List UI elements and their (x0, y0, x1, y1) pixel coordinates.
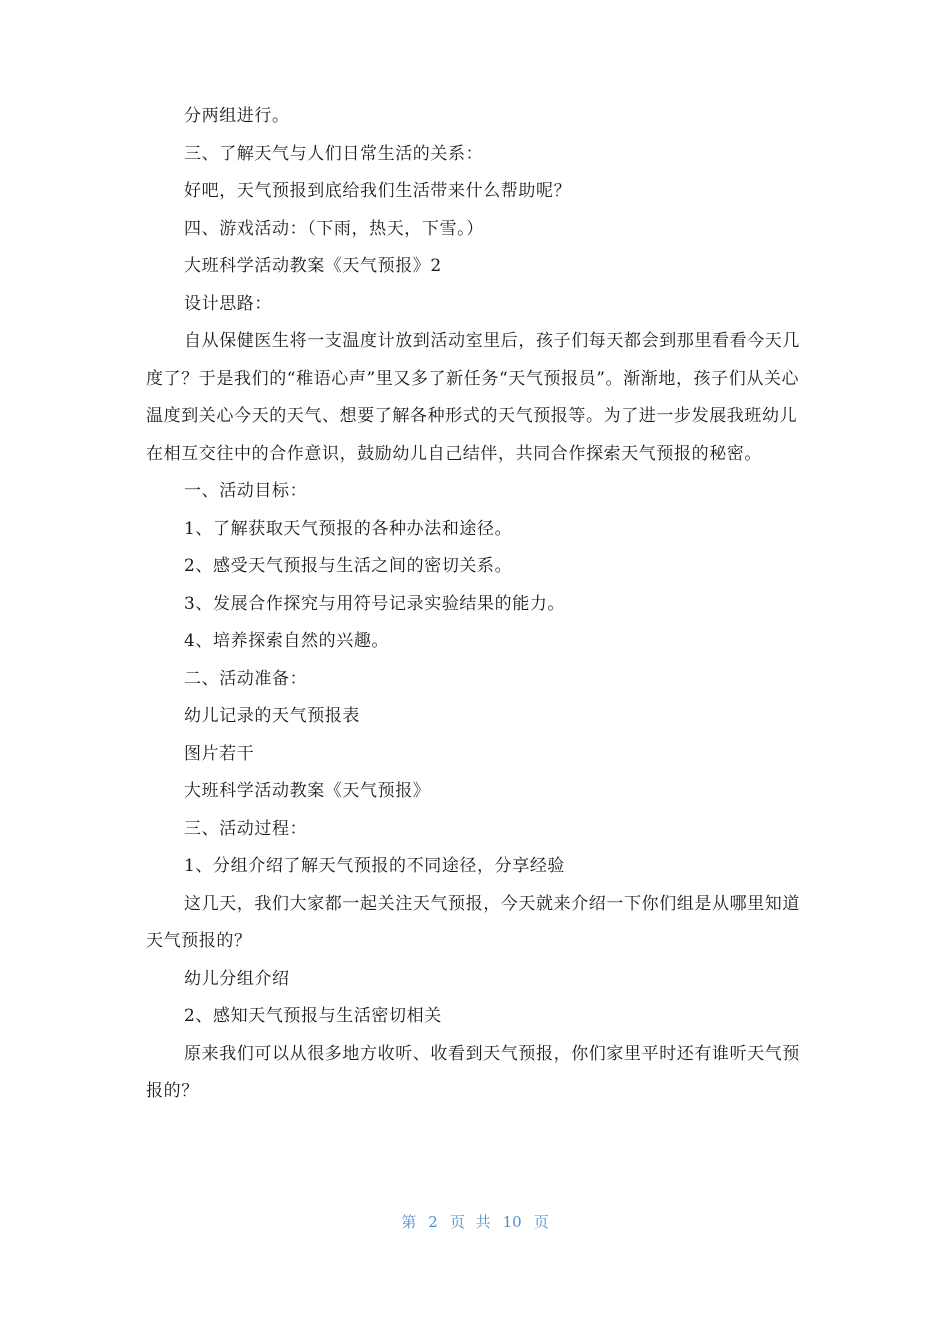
section-heading: 设计思路： (184, 293, 272, 314)
list-item: 4、培养探索自然的兴趣。 (184, 631, 390, 651)
footer-middle: 页 共 (449, 1213, 491, 1231)
paragraph: 幼儿分组介绍 (184, 968, 290, 989)
page-footer (0, 1211, 950, 1232)
page-total: 10 (502, 1213, 522, 1231)
section-heading: 三、了解天气与人们日常生活的关系： (184, 143, 484, 164)
paragraph: 自从保健医生将一支温度计放到活动室里后，孩子们每天都会到那里看看今天几度了？于是我们的“稚语心声”里又多了新任务“天气预报员”。渐渐地，孩子们从关心温度到关心今天的天气、想要了解各种形式的天气预报等。为了进一步发展我班幼儿在相互交往中的合作意识，鼓励幼儿自己结伴，共同合作探索天气预报的秘密。 (146, 331, 800, 464)
paragraph: 这几天，我们大家都一起关注天气预报，今天就来介绍一下你们组是从哪里知道天气预报的？ (146, 893, 800, 951)
paragraph: 图片若干 (184, 743, 255, 764)
paragraph: 大班科学活动教案《天气预报》 (184, 781, 431, 801)
page-number: 2 (428, 1213, 438, 1231)
footer-prefix: 第 (401, 1213, 417, 1231)
section-heading: 四、游戏活动：（下雨，热天，下雪。） (184, 218, 484, 239)
paragraph: 原来我们可以从很多地方收听、收看到天气预报，你们家里平时还有谁听天气预报的？ (146, 1043, 800, 1101)
paragraph: 好吧，天气预报到底给我们生活带来什么帮助呢？ (184, 181, 572, 201)
section-heading: 二、活动准备： (184, 668, 308, 689)
list-item: 1、了解获取天气预报的各种办法和途径。 (184, 518, 513, 539)
list-item: 1、分组介绍了解天气预报的不同途径，分享经验 (184, 856, 566, 876)
document-title: 大班科学活动教案《天气预报》2 (184, 256, 442, 276)
list-item: 2、感知天气预报与生活密切相关 (184, 1006, 442, 1026)
paragraph: 分两组进行。 (184, 106, 290, 126)
section-heading: 一、活动目标： (184, 481, 308, 501)
list-item: 2、感受天气预报与生活之间的密切关系。 (184, 556, 513, 576)
list-item: 3、发展合作探究与用符号记录实验结果的能力。 (184, 593, 566, 614)
paragraph: 幼儿记录的天气预报表 (184, 706, 360, 726)
footer-suffix: 页 (533, 1213, 549, 1231)
section-heading: 三、活动过程： (184, 818, 308, 839)
page-body (146, 98, 806, 1111)
